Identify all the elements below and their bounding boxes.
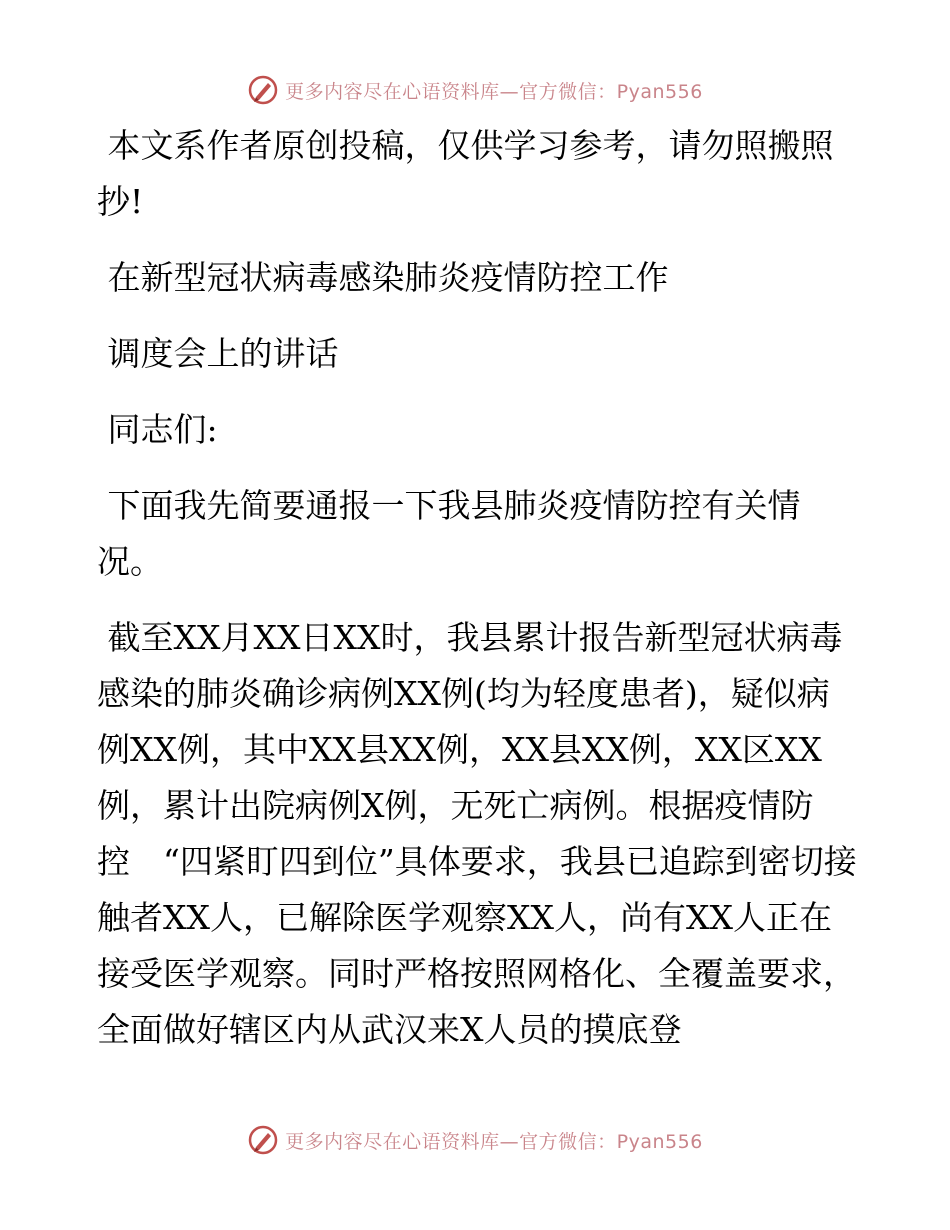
pen-logo-icon bbox=[247, 1124, 279, 1156]
disclaimer-paragraph: 本文系作者原创投稿，仅供学习参考，请勿照搬照抄! bbox=[97, 126, 834, 221]
speech-title-line-2: 调度会上的讲话 bbox=[97, 334, 339, 373]
salutation: 同志们: bbox=[97, 410, 218, 449]
pen-logo-icon bbox=[247, 74, 279, 106]
watermark-banner-top bbox=[0, 70, 950, 110]
watermark-text: 更多内容尽在心语资料库—官方微信：Pyan556 bbox=[285, 80, 703, 103]
watermark-text: 更多内容尽在心语资料库—官方微信：Pyan556 bbox=[285, 1130, 703, 1153]
watermark-banner-bottom bbox=[0, 1120, 950, 1160]
speech-title-line-1: 在新型冠状病毒感染肺炎疫情防控工作 bbox=[97, 258, 669, 297]
status-report-paragraph: 截至XX月XX日XX时，我县累计报告新型冠状病毒感染的肺炎确诊病例XX例(均为轻度患者)，疑似病例XX例，其中XX县XX例，XX县XX例，XX区XX例，累计出院病例X例，无死亡病例。根据疫情防控 “四紧盯四到位”具体要求，我县已追踪到密切接触者XX人，已解除医学观察XX人，尚有XX人正在接受医学观察。同时严格按照网格化、全覆盖要求，全面做好辖区内从武汉来X人员的摸底登 bbox=[97, 618, 857, 1049]
document-body bbox=[97, 118, 857, 1078]
intro-paragraph: 下面我先简要通报一下我县肺炎疫情防控有关情况。 bbox=[97, 486, 801, 581]
